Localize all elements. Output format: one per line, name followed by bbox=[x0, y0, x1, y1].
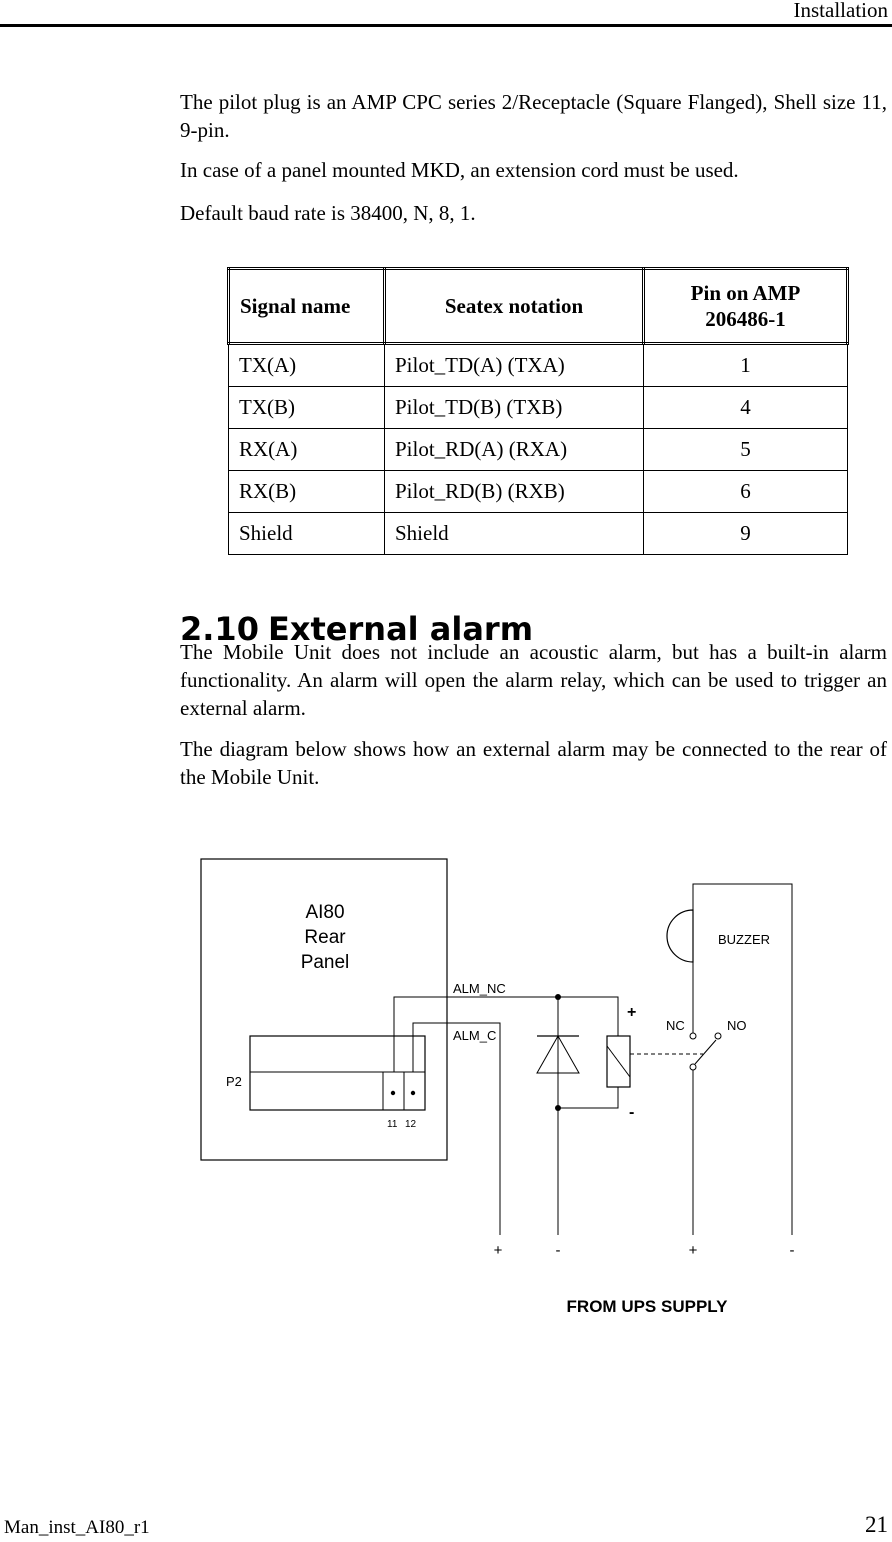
table-cell: Pilot_TD(A) (TXA) bbox=[385, 344, 644, 387]
table-cell: 6 bbox=[644, 471, 848, 513]
supply-terminal-1: + bbox=[493, 1242, 503, 1259]
p2-connector bbox=[250, 1036, 425, 1110]
table-cell: Pilot_RD(A) (RXA) bbox=[385, 429, 644, 471]
table-row bbox=[229, 429, 848, 471]
pin-label-11: 11 bbox=[387, 1119, 398, 1130]
panel-label-line2: Rear bbox=[304, 927, 346, 948]
table-cell: 1 bbox=[644, 344, 848, 387]
table-row bbox=[229, 471, 848, 513]
relay-minus-label: - bbox=[629, 1104, 635, 1121]
supply-terminal-3: + bbox=[688, 1242, 698, 1259]
relay-wire-bottom bbox=[558, 1087, 618, 1108]
header-title: Installation bbox=[793, 0, 888, 22]
pin-label-12: 12 bbox=[405, 1119, 417, 1130]
section-paragraph-2: The diagram below shows how an external alarm may be connected to the rear of the Mobile Unit. bbox=[180, 737, 887, 789]
section-paragraph-1: The Mobile Unit does not include an acoustic alarm, but has a built-in alarm functionality. An alarm will open the alarm relay, which can be used to trigger an external alarm. bbox=[180, 640, 887, 720]
switch-common-terminal bbox=[690, 1064, 696, 1070]
table-cell: RX(A) bbox=[229, 429, 385, 471]
footer-page-number: 21 bbox=[865, 1512, 888, 1537]
connector-label: P2 bbox=[226, 1074, 242, 1089]
supply-terminal-4: - bbox=[789, 1242, 795, 1259]
relay-plus-label: + bbox=[627, 1004, 637, 1021]
alm-nc-label: ALM_NC bbox=[453, 981, 506, 996]
no-label: NO bbox=[727, 1018, 747, 1033]
nc-terminal bbox=[690, 1033, 696, 1039]
table-cell: Pilot_TD(B) (TXB) bbox=[385, 387, 644, 429]
table-header-pin: Pin on AMP 206486-1 bbox=[644, 269, 848, 344]
table-cell: TX(B) bbox=[229, 387, 385, 429]
panel-label-line1: AI80 bbox=[305, 902, 345, 923]
table-cell: Shield bbox=[229, 513, 385, 555]
nc-label: NC bbox=[666, 1018, 685, 1033]
table-cell: 9 bbox=[644, 513, 848, 555]
intro-paragraph-1: The pilot plug is an AMP CPC series 2/Receptacle (Square Flanged), Shell size 11, 9-pin. bbox=[180, 90, 887, 142]
footer-doc-id: Man_inst_AI80_r1 bbox=[4, 1517, 150, 1538]
table-row bbox=[229, 513, 848, 555]
table-cell: Pilot_RD(B) (RXB) bbox=[385, 471, 644, 513]
supply-terminal-2: - bbox=[555, 1242, 561, 1259]
table-cell: Shield bbox=[385, 513, 644, 555]
table-header-row bbox=[229, 269, 848, 344]
table-header-notation: Seatex notation bbox=[385, 269, 644, 344]
table-cell: TX(A) bbox=[229, 344, 385, 387]
table-cell: 5 bbox=[644, 429, 848, 471]
relay-coil-diagonal bbox=[607, 1046, 630, 1077]
intro-paragraph-2: In case of a panel mounted MKD, an extension cord must be used. bbox=[180, 158, 739, 182]
section-title: External alarm bbox=[268, 610, 534, 648]
table-cell: 4 bbox=[644, 387, 848, 429]
no-terminal bbox=[715, 1033, 721, 1039]
intro-paragraph-3: Default baud rate is 38400, N, 8, 1. bbox=[180, 201, 476, 225]
header-rule bbox=[0, 24, 892, 27]
relay-wire-top bbox=[558, 997, 618, 1036]
buzzer-label: BUZZER bbox=[718, 932, 770, 947]
table-header-signal: Signal name bbox=[229, 269, 385, 344]
pin-table bbox=[227, 267, 849, 555]
pin-11-dot bbox=[391, 1091, 395, 1095]
section-number: 2.10 bbox=[180, 610, 259, 648]
table-cell: RX(B) bbox=[229, 471, 385, 513]
table-row bbox=[229, 344, 848, 387]
pin-12-dot bbox=[411, 1091, 415, 1095]
buzzer-symbol bbox=[667, 910, 693, 962]
alm-c-label: ALM_C bbox=[453, 1028, 497, 1043]
alm-c-wire bbox=[413, 1023, 500, 1235]
switch-arm bbox=[695, 1040, 716, 1064]
alarm-wiring-diagram bbox=[190, 850, 840, 1330]
table-row bbox=[229, 387, 848, 429]
diagram-caption: FROM UPS SUPPLY bbox=[566, 1297, 728, 1316]
panel-label-line3: Panel bbox=[300, 952, 350, 973]
